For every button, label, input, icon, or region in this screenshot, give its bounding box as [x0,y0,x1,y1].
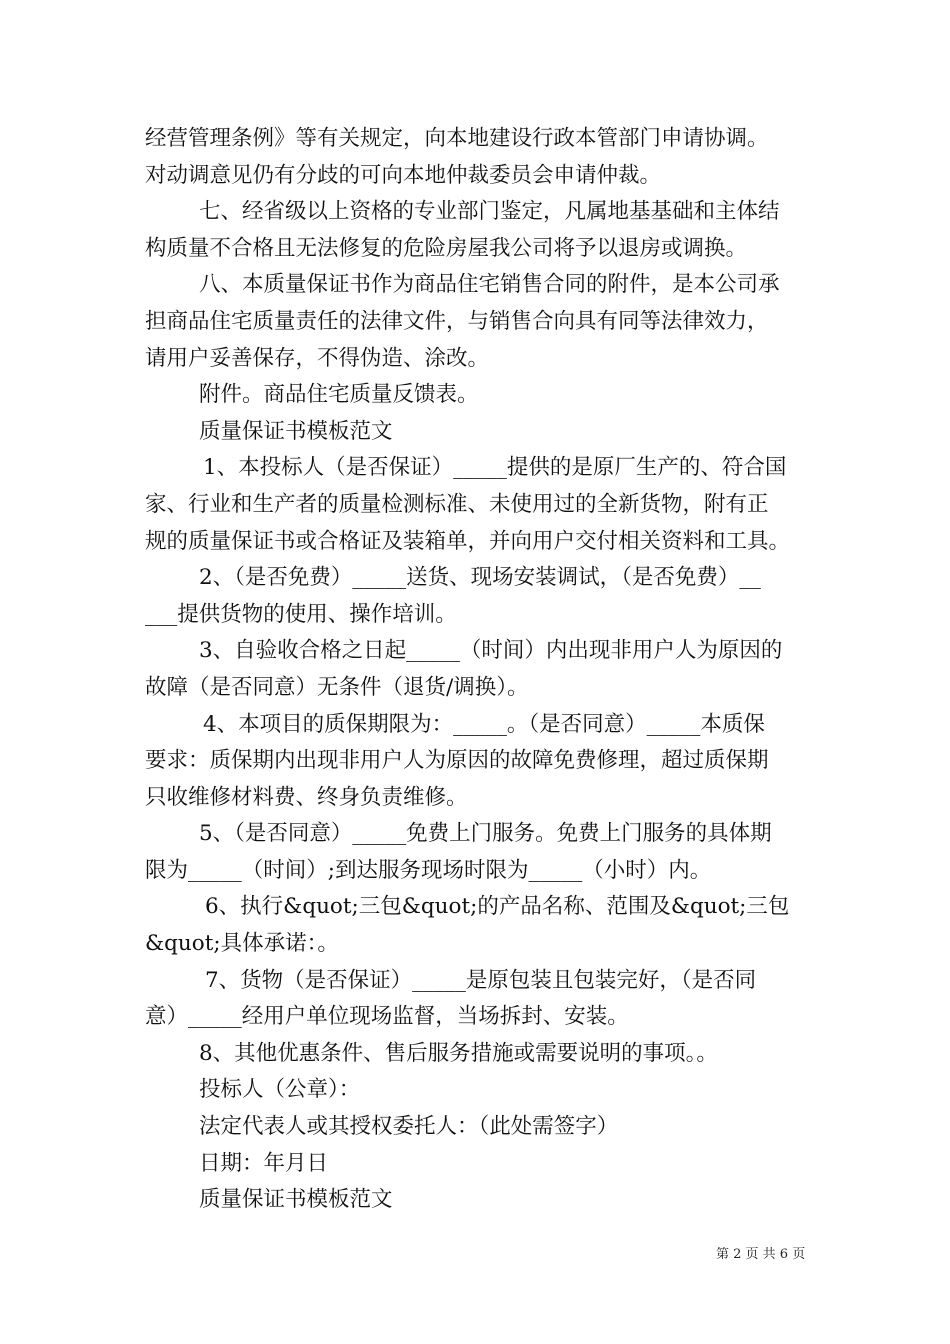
item-2-line: 2、（是否免费）_____送货、现场安装调试，（是否免费）__ [199,565,761,591]
body-line: 对动调意见仍有分歧的可向本地仲裁委员会申请仲裁。 [145,162,662,188]
item-6-line: 6、执行&quot;三包&quot;的产品名称、范围及&quot;三包 [205,894,790,920]
section-heading: 质量保证书模板范文 [199,418,393,444]
body-line: 家、行业和生产者的质量检测标准、未使用过的全新货物，附有正 [145,491,769,517]
section-heading: 质量保证书模板范文 [199,1187,393,1213]
representative-signature-line: 法定代表人或其授权委托人：（此处需签字） [199,1114,619,1140]
item-7-line: 7、货物（是否保证）_____是原包装且包装完好，（是否同 [205,967,757,993]
body-line: 规的质量保证书或合格证及装箱单，并向用户交付相关资料和工具。 [145,528,791,554]
body-line: 故障（是否同意）无条件（退货/调换）。 [145,674,529,700]
item-1-line: 1、本投标人（是否保证）_____提供的是原厂生产的、符合国 [203,455,787,481]
body-line: 请用户妥善保存，不得伪造、涂改。 [145,345,490,371]
page-number: 第 2 页 共 6 页 [716,1247,806,1262]
item-3-line: 3、自验收合格之日起_____（时间）内出现非用户人为原因的 [199,638,783,664]
item-8-line: 8、其他优惠条件、售后服务措施或需要说明的事项。。 [199,1040,718,1066]
body-line: 意）_____经用户单位现场监督，当场拆封、安装。 [145,1004,629,1030]
clause-8-line: 八、本质量保证书作为商品住宅销售合同的附件，是本公司承 [199,272,780,298]
document-body [145,121,810,1219]
body-line: 要求：质保期内出现非用户人为原因的故障免费修理，超过质保期 [145,748,769,774]
body-line: ___提供货物的使用、操作培训。 [145,601,457,627]
item-4-line: 4、本项目的质保期限为：_____。（是否同意）_____本质保 [203,711,765,737]
body-line: &quot;具体承诺：。 [145,931,339,957]
body-line: 构质量不合格且无法修复的危险房屋我公司将予以退房或调换。 [145,235,748,261]
body-line: 担商品住宅质量责任的法律文件，与销售合向具有同等法律效力， [145,308,769,334]
item-5-line: 5、（是否同意）_____免费上门服务。免费上门服务的具体期 [199,821,772,847]
date-line: 日期：年月日 [199,1150,329,1176]
body-line: 经营管理条例》等有关规定，向本地建设行政本管部门申请协调。 [145,126,769,151]
clause-7-line: 七、经省级以上资格的专业部门鉴定，凡属地基基础和主体结 [199,199,780,225]
bidder-seal-line: 投标人（公章）： [199,1077,361,1103]
body-line: 限为_____（时间）;到达服务现场时限为_____（小时）内。 [145,857,712,883]
attachment-line: 附件。商品住宅质量反馈表。 [199,382,479,408]
body-line: 只收维修材料费、终身负责维修。 [145,784,468,810]
